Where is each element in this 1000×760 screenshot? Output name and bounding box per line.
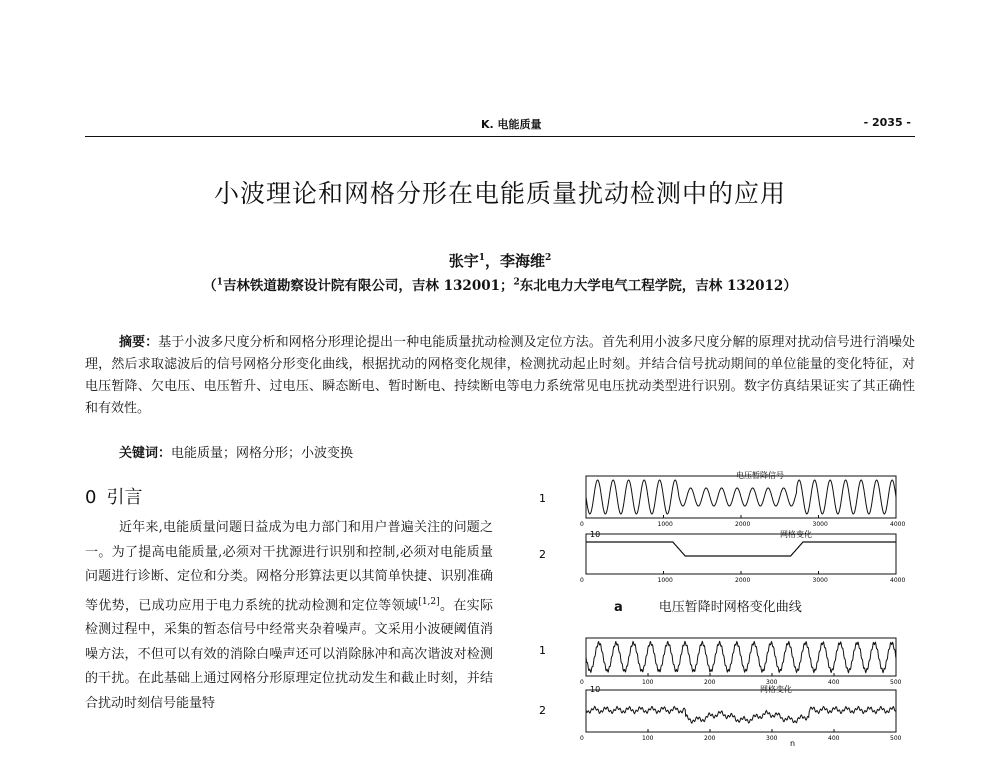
panel-4-label: 2 xyxy=(539,704,546,717)
panel-2-curve xyxy=(586,542,896,556)
keywords-text: 电能质量；网格分形；小波变换 xyxy=(171,446,354,461)
panel-1-xticks xyxy=(580,515,905,528)
panel-3-voltage-signal xyxy=(539,638,902,686)
xtick-label: 100 xyxy=(642,679,654,686)
panel-2-scale: 10 xyxy=(590,530,601,539)
xtick-label: 200 xyxy=(704,735,716,742)
xtick-label: 0 xyxy=(580,577,584,584)
panel-1-label: 1 xyxy=(539,492,546,505)
panel-1-waveform xyxy=(586,480,896,514)
citation-ref: [1,2] xyxy=(418,596,440,607)
xtick-label: 2000 xyxy=(735,521,751,528)
abstract-label: 摘要： xyxy=(119,335,159,350)
affiliation-line xyxy=(0,274,1000,294)
panel-2-xticks xyxy=(580,571,905,584)
section-title: 引言 xyxy=(106,487,143,508)
panel-1-title: 电压暂降信号 xyxy=(736,471,784,480)
panel-4-xticks xyxy=(580,729,902,742)
affiliation-mark-1: 1 xyxy=(216,277,223,288)
caption-letter: a xyxy=(614,600,623,615)
xtick-label: 300 xyxy=(766,679,778,686)
header-page-number: - 2035 - xyxy=(863,116,911,129)
header-rule xyxy=(85,136,915,137)
panel-2-title: 网格变化 xyxy=(780,530,812,539)
caption-text: 电压暂降时网格变化曲线 xyxy=(658,600,802,615)
xtick-label: 2000 xyxy=(735,577,751,584)
author-1-mark: 1 xyxy=(478,253,485,263)
xtick-label: 500 xyxy=(890,735,902,742)
panel-3-xticks xyxy=(580,673,902,686)
xtick-label: 400 xyxy=(828,679,840,686)
xtick-label: 400 xyxy=(828,735,840,742)
abstract-text: 基于小波多尺度分析和网格分形理论提出一种电能质量扰动检测及定位方法。首先利用小波多尺度分解的原理对扰动信号进行消噪处理，然后求取滤波后的信号网格分形变化曲线，根据扰动的网格变化规律，检测扰动起止时刻。并结合信号扰动期间的单位能量的变化特征，对电压暂降、欠电压、电压暂升、过电压、瞬态断电、暂时断电、持续断电等电力系统常见电压扰动类型进行识别。数字仿真结果证实了其正确性和有效性。 xyxy=(85,335,915,416)
panel-2-label: 2 xyxy=(539,548,546,561)
header-section: K. 电能质量 xyxy=(481,118,542,131)
affiliation-open: （ xyxy=(203,278,217,294)
panel-3-label: 1 xyxy=(539,644,546,657)
panel-4-title: 网格变化 xyxy=(760,685,792,694)
xtick-label: 100 xyxy=(642,735,654,742)
panel-1-voltage-signal xyxy=(539,470,905,528)
section-heading xyxy=(85,483,142,509)
abstract xyxy=(85,332,915,420)
keywords xyxy=(119,442,353,461)
author-line xyxy=(0,250,1000,271)
panel-2-frame xyxy=(586,534,896,574)
xtick-label: 4000 xyxy=(890,577,906,584)
author-2-mark: 2 xyxy=(545,253,552,263)
xtick-label: 1000 xyxy=(657,521,673,528)
panel-4-grid-change xyxy=(539,684,902,748)
xtick-label: 0 xyxy=(580,679,584,686)
intro-paragraph: 近年来,电能质量问题日益成为电力部门和用户普遍关注的问题之一。为了提高电能质量,必须对干扰源进行识别和控制,必须对电能质量问题进行诊断、定位和分类。网格分形算法更以其简单快捷、识别准确等优势，已成功应用于电力系统的扰动检测和定位等领域 xyxy=(85,520,493,613)
panel-2-grid-change xyxy=(539,529,905,584)
affiliation-2: 东北电力大学电气工程学院，吉林 132012 xyxy=(519,278,784,294)
affiliation-1: 吉林铁道勘察设计院有限公司，吉林 132001； xyxy=(222,278,514,294)
xtick-label: 3000 xyxy=(812,577,828,584)
paper-title: 小波理论和网格分形在电能质量扰动检测中的应用 xyxy=(213,179,786,208)
panel-4-scale: 10 xyxy=(590,685,601,694)
figure-caption xyxy=(614,596,802,615)
affiliation-mark-2: 2 xyxy=(513,277,520,288)
xtick-label: 0 xyxy=(580,521,584,528)
running-header xyxy=(85,116,915,134)
xtick-label: 3000 xyxy=(812,521,828,528)
affiliation-close: ） xyxy=(783,278,797,294)
xtick-label: 4000 xyxy=(890,521,906,528)
xtick-label: 0 xyxy=(580,735,584,742)
xtick-label: 500 xyxy=(890,679,902,686)
author-2: 李海维 xyxy=(500,252,546,270)
author-1: 张宇 xyxy=(448,252,479,270)
xtick-label: 1000 xyxy=(657,577,673,584)
intro-body xyxy=(85,516,493,716)
keywords-label: 关键词： xyxy=(119,446,172,461)
section-number: 0 xyxy=(85,487,97,508)
panel-4-curve xyxy=(586,706,896,723)
panel-4-axis-n: n xyxy=(790,739,796,748)
intro-paragraph-end: 。在实际检测过程中，采集的暂态信号中经常夹杂着噪声。文采用小波硬阈值消噪方法，不但可以有效的消除白噪声还可以消除脉冲和高次谐波对检测的干扰。在此基础上通过网格分形原理定位扰动发生和截止时刻，并结合扰动时刻信号能量特 xyxy=(85,597,493,711)
xtick-label: 300 xyxy=(766,735,778,742)
panel-3-waveform xyxy=(586,642,896,673)
xtick-label: 200 xyxy=(704,679,716,686)
author-separator: ， xyxy=(484,252,500,270)
